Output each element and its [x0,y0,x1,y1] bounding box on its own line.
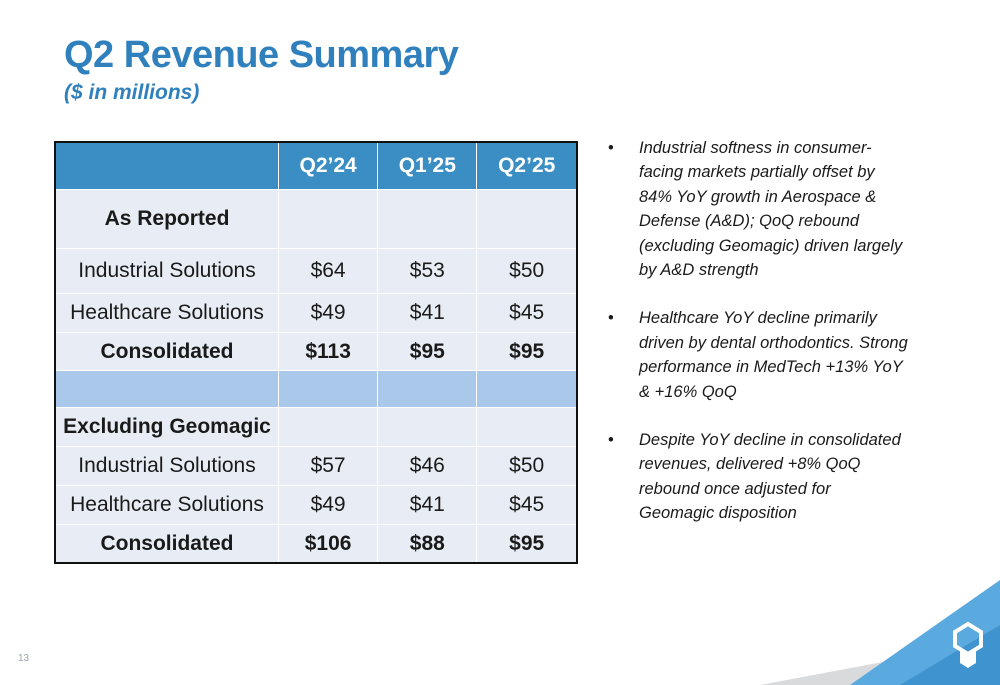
row-value: $41 [378,294,477,333]
total-value: $95 [378,333,477,371]
header-q2-25: Q2’25 [477,142,577,190]
row-value: $50 [477,447,577,486]
bullet-dot-icon: • [608,309,614,328]
total-value: $95 [477,525,577,564]
row-value: $49 [279,294,378,333]
bullet-dot-icon: • [608,139,614,157]
page-title: Q2 Revenue Summary [64,34,459,76]
section-heading: As Reported [55,190,279,249]
row-label: Industrial Solutions [55,447,279,486]
total-label: Consolidated [55,525,279,564]
row-value: $64 [279,249,378,294]
row-value: $41 [378,486,477,525]
row-value: $45 [477,294,577,333]
row-value: $57 [279,447,378,486]
row-label: Industrial Solutions [55,249,279,294]
row-label: Healthcare Solutions [55,294,279,333]
bullet-dot-icon: • [608,431,614,450]
total-label: Consolidated [55,333,279,371]
total-value: $113 [279,333,378,371]
page-number: 13 [18,653,30,664]
row-value: $45 [477,486,577,525]
total-value: $106 [279,525,378,564]
bullet-text: Despite YoY decline in consolidated revenues, delivered +8% QoQ rebound once adjusted for Geomagic disposition [639,431,901,523]
row-value: $49 [279,486,378,525]
bullet-text: Healthcare YoY decline primarily driven by dental orthodontics. Strong performance in MedTech +13% YoY & +16% QoQ [639,309,908,401]
total-value: $88 [378,525,477,564]
row-value: $50 [477,249,577,294]
section-heading: Excluding Geomagic [55,408,279,447]
row-value: $53 [378,249,477,294]
header-q1-25: Q1’25 [378,142,477,190]
bullet-text: Industrial softness in consumer-facing markets partially offset by 84% YoY growth in Aerospace & Defense (A&D); QoQ rebound (excluding Geomagic) driven largely by A&D strength [639,139,903,280]
header-q2-24: Q2’24 [279,142,378,190]
row-value: $46 [378,447,477,486]
page-subtitle: ($ in millions) [64,81,200,104]
row-label: Healthcare Solutions [55,486,279,525]
total-value: $95 [477,333,577,371]
